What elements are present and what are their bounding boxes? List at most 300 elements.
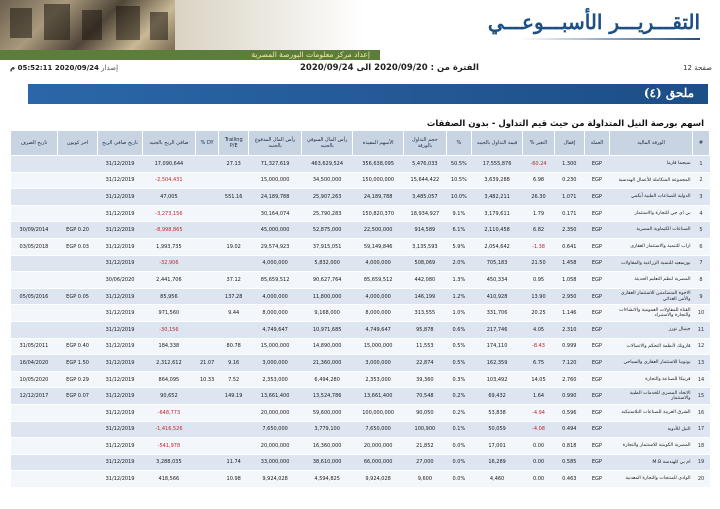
table-cell: [11, 321, 58, 338]
security-name-cell: فاروتك لأنظمة التحكم والاتصالات: [610, 338, 693, 355]
column-header: الأسهم المقيدة: [353, 131, 404, 156]
table-cell: 19: [693, 454, 710, 471]
table-cell: 0.230: [554, 172, 584, 189]
table-row: [11, 238, 710, 255]
table-row: [11, 305, 710, 322]
table-row: [11, 404, 710, 421]
table-cell: 59,149,846: [353, 238, 404, 255]
table-cell: 15,644,422: [404, 172, 446, 189]
table-cell: 13.90: [523, 288, 555, 305]
table-cell: 34,500,000: [302, 172, 353, 189]
table-cell: 80.78: [219, 338, 249, 355]
table-cell: 6.75: [523, 355, 555, 372]
table-cell: 12/12/2017: [11, 388, 58, 405]
table-cell: EGP: [584, 471, 609, 488]
table-cell: 15: [693, 388, 710, 405]
table-cell: 03/05/2018: [11, 238, 58, 255]
table-cell: 3,135,593: [404, 238, 446, 255]
table-cell: [195, 172, 218, 189]
table-cell: 0.463: [554, 471, 584, 488]
table-cell: 2: [693, 172, 710, 189]
table-cell: 150,820,370: [353, 205, 404, 222]
table-cell: [57, 471, 97, 488]
table-cell: 21,852: [404, 438, 446, 455]
table-cell: 31/12/2019: [98, 438, 143, 455]
table-cell: 22,874: [404, 355, 446, 372]
table-cell: 10.5%: [446, 172, 471, 189]
table-cell: 20.25: [523, 305, 555, 322]
table-cell: 30,164,074: [249, 205, 302, 222]
table-row: [11, 371, 710, 388]
table-cell: 3,482,211: [472, 189, 523, 206]
table-cell: 15,000,000: [249, 172, 302, 189]
table-cell: 356,638,095: [353, 156, 404, 173]
table-cell: 1.64: [523, 388, 555, 405]
security-name-cell: جينيال تورز: [610, 321, 693, 338]
table-cell: 31/12/2019: [98, 355, 143, 372]
table-cell: 1.071: [554, 189, 584, 206]
table-cell: 14.05: [523, 371, 555, 388]
table-cell: 5.9%: [446, 238, 471, 255]
table-cell: 0.00: [523, 454, 555, 471]
table-cell: EGP: [584, 288, 609, 305]
column-header: إقفال: [554, 131, 584, 156]
table-cell: 31/12/2019: [98, 189, 143, 206]
table-cell: [11, 172, 58, 189]
table-cell: 4,000,000: [353, 255, 404, 272]
security-name-cell: ام بي للهندسة M.B: [610, 454, 693, 471]
table-cell: 551.16: [219, 189, 249, 206]
table-cell: 24,189,788: [249, 189, 302, 206]
table-cell: 100,000,000: [353, 404, 404, 421]
table-cell: [57, 156, 97, 173]
table-cell: -4.08: [523, 421, 555, 438]
table-cell: 103,492: [472, 371, 523, 388]
table-cell: -2,504,431: [142, 172, 195, 189]
table-cell: 31/12/2019: [98, 421, 143, 438]
table-cell: 4,460: [472, 471, 523, 488]
table-cell: 17: [693, 421, 710, 438]
table-cell: [57, 255, 97, 272]
table-cell: 10,971,685: [302, 321, 353, 338]
security-name-cell: الصناعات الكيماوية المصرية: [610, 222, 693, 239]
table-cell: 2.760: [554, 371, 584, 388]
table-cell: 10.98: [219, 471, 249, 488]
table-cell: 0.95: [523, 272, 555, 289]
table-cell: [57, 172, 97, 189]
table-cell: 3,639,288: [472, 172, 523, 189]
table-cell: 3,779,100: [302, 421, 353, 438]
table-cell: 47,005: [142, 189, 195, 206]
table-cell: 11,800,000: [302, 288, 353, 305]
table-cell: EGP: [584, 305, 609, 322]
security-name-cell: المصرية لنظم التعليم الحديثة: [610, 272, 693, 289]
table-cell: EGP: [584, 238, 609, 255]
table-row: [11, 321, 710, 338]
table-cell: 50,059: [472, 421, 523, 438]
table-cell: 20: [693, 471, 710, 488]
column-header: اخر كوبون: [57, 131, 97, 156]
table-cell: [11, 421, 58, 438]
table-header-row: [11, 131, 710, 156]
table-cell: 45,000,000: [249, 222, 302, 239]
table-cell: EGP: [584, 205, 609, 222]
table-cell: 31/12/2019: [98, 454, 143, 471]
table-cell: 90,050: [404, 404, 446, 421]
table-cell: 90,627,764: [302, 272, 353, 289]
table-cell: EGP: [584, 404, 609, 421]
issue-date: [10, 62, 118, 74]
table-cell: 11: [693, 321, 710, 338]
security-name-cell: الاتحاد المصري للخدمات الطبية والاستثمار: [610, 388, 693, 405]
security-name-cell: الدولية للصناعات الطبية أيكمي: [610, 189, 693, 206]
table-cell: 162,359: [472, 355, 523, 372]
table-cell: 3,288,035: [142, 454, 195, 471]
table-cell: 11,553: [404, 338, 446, 355]
table-cell: 2.350: [554, 222, 584, 239]
table-cell: 217,746: [472, 321, 523, 338]
table-cell: 13,661,400: [249, 388, 302, 405]
table-cell: 1.3%: [446, 272, 471, 289]
table-cell: [219, 421, 249, 438]
table-cell: 9,600: [404, 471, 446, 488]
table-cell: -4.94: [523, 404, 555, 421]
table-cell: [219, 404, 249, 421]
table-cell: [219, 321, 249, 338]
table-cell: 39,360: [404, 371, 446, 388]
table-cell: -648,773: [142, 404, 195, 421]
table-cell: [11, 255, 58, 272]
security-name-cell: الوادي للمنتجات والتجارة المعدنية: [610, 471, 693, 488]
table-cell: [11, 272, 58, 289]
table-cell: 1.79: [523, 205, 555, 222]
table-cell: 3: [693, 189, 710, 206]
table-cell: [57, 272, 97, 289]
table-cell: 31/12/2019: [98, 222, 143, 239]
table-cell: 31/12/2019: [98, 238, 143, 255]
table-row: [11, 255, 710, 272]
column-header: %: [446, 131, 471, 156]
table-cell: 3,000,000: [249, 355, 302, 372]
table-cell: 149.19: [219, 388, 249, 405]
table-cell: 150,000,000: [353, 172, 404, 189]
table-cell: 7,650,000: [353, 421, 404, 438]
table-cell: 0.641: [554, 238, 584, 255]
table-cell: [219, 255, 249, 272]
table-cell: 27,000: [404, 454, 446, 471]
table-cell: 16,360,000: [302, 438, 353, 455]
table-cell: 95,878: [404, 321, 446, 338]
table-cell: 6: [693, 238, 710, 255]
table-cell: 864,095: [142, 371, 195, 388]
table-cell: [195, 338, 218, 355]
table-cell: [219, 205, 249, 222]
table-cell: 5,476,033: [404, 156, 446, 173]
table-cell: 10: [693, 305, 710, 322]
table-cell: 14: [693, 371, 710, 388]
table-cell: 18: [693, 438, 710, 455]
security-name-cell: الشرق العربية للصناعات البلاستيكية: [610, 404, 693, 421]
table-row: [11, 156, 710, 173]
table-cell: 7.52: [219, 371, 249, 388]
table-cell: -541,978: [142, 438, 195, 455]
table-cell: 331,706: [472, 305, 523, 322]
table-cell: 9,924,028: [353, 471, 404, 488]
table-cell: [195, 205, 218, 222]
table-cell: 2.310: [554, 321, 584, 338]
table-cell: 71,327,619: [249, 156, 302, 173]
table-row: [11, 355, 710, 372]
table-cell: 59,600,000: [302, 404, 353, 421]
table-cell: 0.5%: [446, 355, 471, 372]
table-cell: EGP: [584, 222, 609, 239]
table-cell: 10.33: [195, 371, 218, 388]
table-cell: [11, 305, 58, 322]
table-cell: 50.5%: [446, 156, 471, 173]
table-cell: 1.458: [554, 255, 584, 272]
security-name-cell: فرتيكا للصناعة والتجارة: [610, 371, 693, 388]
column-header: صافي الربح بالجنيه: [142, 131, 195, 156]
table-cell: [195, 189, 218, 206]
table-cell: 20,000,000: [249, 404, 302, 421]
table-cell: 705,183: [472, 255, 523, 272]
table-cell: EGP 0.29: [57, 371, 97, 388]
security-name-cell: القناة للمقاولات العمومية والانشاءات والتجارة والاستيراد: [610, 305, 693, 322]
table-cell: 21.07: [195, 355, 218, 372]
table-cell: 0.596: [554, 404, 584, 421]
table-row: [11, 288, 710, 305]
table-cell: 3,179,611: [472, 205, 523, 222]
table-cell: EGP: [584, 338, 609, 355]
table-cell: 16/04/2020: [11, 355, 58, 372]
table-cell: 0.00: [523, 471, 555, 488]
table-cell: 6,494,280: [302, 371, 353, 388]
table-cell: 1.2%: [446, 288, 471, 305]
table-cell: -1,416,526: [142, 421, 195, 438]
table-cell: 7,650,000: [249, 421, 302, 438]
table-cell: -30,156: [142, 321, 195, 338]
table-cell: 33,000,000: [249, 454, 302, 471]
table-cell: [57, 454, 97, 471]
table-cell: 31/12/2019: [98, 388, 143, 405]
table-cell: 1.146: [554, 305, 584, 322]
table-cell: 7: [693, 255, 710, 272]
table-cell: 69,432: [472, 388, 523, 405]
table-cell: [219, 438, 249, 455]
table-cell: 146,199: [404, 288, 446, 305]
table-cell: [11, 189, 58, 206]
table-cell: [195, 288, 218, 305]
security-name-cell: يوتوبيا للاستثمار العقاري والسياحي: [610, 355, 693, 372]
table-cell: -1.38: [523, 238, 555, 255]
table-cell: EGP: [584, 355, 609, 372]
column-header: رأس المال المدفوع بالجنيه: [249, 131, 302, 156]
table-cell: 22,500,000: [353, 222, 404, 239]
table-cell: 6.82: [523, 222, 555, 239]
table-cell: 11.74: [219, 454, 249, 471]
table-cell: EGP: [584, 371, 609, 388]
table-row: [11, 438, 710, 455]
table-cell: 16,289: [472, 454, 523, 471]
table-cell: 0.2%: [446, 388, 471, 405]
table-cell: EGP 0.40: [57, 338, 97, 355]
table-caption: اسهم بورصة النيل المتداولة من حيث قيم التداول - بدون الصفقات: [426, 119, 704, 129]
table-cell: 2,054,642: [472, 238, 523, 255]
table-cell: [195, 305, 218, 322]
table-cell: [195, 404, 218, 421]
table-cell: 13,661,400: [353, 388, 404, 405]
table-cell: 2,312,612: [142, 355, 195, 372]
table-cell: 66,000,000: [353, 454, 404, 471]
annex-title: ملحق (٤): [643, 86, 694, 100]
table-cell: 410,928: [472, 288, 523, 305]
table-cell: 6.1%: [446, 222, 471, 239]
table-cell: 1.300: [554, 156, 584, 173]
table-cell: 4,000,000: [249, 255, 302, 272]
table-cell: 30/09/2014: [11, 222, 58, 239]
table-cell: EGP: [584, 421, 609, 438]
table-cell: EGP: [584, 172, 609, 189]
column-header: DY %: [195, 131, 218, 156]
column-header: تاريخ الصرف: [11, 131, 58, 156]
table-cell: EGP: [584, 438, 609, 455]
table-cell: 3,485,057: [404, 189, 446, 206]
security-name-cell: بورسعيد للتنمية الزراعية والمقاولات: [610, 255, 693, 272]
table-cell: [11, 156, 58, 173]
table-cell: 5: [693, 222, 710, 239]
table-cell: 508,069: [404, 255, 446, 272]
table-cell: 29,574,923: [249, 238, 302, 255]
exchange-building-photo: [0, 0, 175, 50]
table-cell: 4,749,647: [353, 321, 404, 338]
table-body: [11, 156, 710, 488]
table-cell: 16: [693, 404, 710, 421]
header-ribbon: [175, 0, 720, 50]
table-cell: 4,594,825: [302, 471, 353, 488]
issue-label: إصدار: [101, 64, 119, 72]
table-cell: 914,589: [404, 222, 446, 239]
table-cell: 3,000,000: [353, 355, 404, 372]
table-cell: 15,000,000: [353, 338, 404, 355]
table-cell: 85,956: [142, 288, 195, 305]
table-cell: 18,934,927: [404, 205, 446, 222]
table-cell: 2,353,000: [353, 371, 404, 388]
table-cell: 1,993,735: [142, 238, 195, 255]
report-header: [0, 0, 720, 62]
table-cell: 442,080: [404, 272, 446, 289]
table-cell: 05/05/2016: [11, 288, 58, 305]
table-row: [11, 222, 710, 239]
table-cell: [57, 189, 97, 206]
table-row: [11, 205, 710, 222]
table-cell: 0.990: [554, 388, 584, 405]
table-cell: 31/12/2019: [98, 156, 143, 173]
table-cell: 0.6%: [446, 321, 471, 338]
table-cell: EGP: [584, 272, 609, 289]
table-cell: 9,924,028: [249, 471, 302, 488]
column-header: الورقة المالية: [610, 131, 693, 156]
table-cell: 52,875,000: [302, 222, 353, 239]
table-cell: 25,907,263: [302, 189, 353, 206]
table-cell: 10/05/2020: [11, 371, 58, 388]
table-cell: [195, 222, 218, 239]
table-row: [11, 338, 710, 355]
table-cell: [57, 438, 97, 455]
table-cell: [57, 205, 97, 222]
table-row: [11, 388, 710, 405]
table-cell: [195, 388, 218, 405]
table-cell: 31/12/2019: [98, 321, 143, 338]
table-cell: [195, 438, 218, 455]
table-cell: [195, 156, 218, 173]
security-name-cell: النيل للأدوية: [610, 421, 693, 438]
table-cell: 21.50: [523, 255, 555, 272]
page-number: صفحة 12: [683, 64, 712, 72]
table-cell: 0.5%: [446, 338, 471, 355]
table-cell: 30/06/2020: [98, 272, 143, 289]
table-cell: 0.2%: [446, 404, 471, 421]
security-name-cell: الاخوة المتضامنين للاستثمار العقاري والأمن الغذائي: [610, 288, 693, 305]
table-cell: 70,548: [404, 388, 446, 405]
table-cell: 31/12/2019: [98, 172, 143, 189]
table-cell: [57, 321, 97, 338]
table-cell: 31/12/2019: [98, 404, 143, 421]
table-cell: 100,900: [404, 421, 446, 438]
column-header: حجم التداول بالورقة: [404, 131, 446, 156]
table-cell: 971,560: [142, 305, 195, 322]
table-cell: 31/12/2019: [98, 205, 143, 222]
table-cell: -32,906: [142, 255, 195, 272]
table-cell: [195, 421, 218, 438]
table-cell: 9.16: [219, 355, 249, 372]
table-cell: 1.0%: [446, 305, 471, 322]
table-cell: 53,838: [472, 404, 523, 421]
column-header: رأس المال السوقي بالجنيه: [302, 131, 353, 156]
table-cell: 9.1%: [446, 205, 471, 222]
table-cell: 9: [693, 288, 710, 305]
table-cell: EGP: [584, 454, 609, 471]
table-cell: 24,189,788: [353, 189, 404, 206]
table-cell: 90,652: [142, 388, 195, 405]
table-cell: EGP 0.20: [57, 222, 97, 239]
column-header: التغير %: [523, 131, 555, 156]
column-header: تاريخ صافي الربح: [98, 131, 143, 156]
table-cell: 0.494: [554, 421, 584, 438]
table-cell: 15,000,000: [249, 338, 302, 355]
table-cell: 1: [693, 156, 710, 173]
table-cell: EGP 0.07: [57, 388, 97, 405]
table-cell: 4,000,000: [353, 288, 404, 305]
table-cell: 19.02: [219, 238, 249, 255]
table-row: [11, 421, 710, 438]
table-cell: EGP 0.05: [57, 288, 97, 305]
table-cell: 13,524,786: [302, 388, 353, 405]
table-cell: 463,629,524: [302, 156, 353, 173]
table-cell: 2.0%: [446, 255, 471, 272]
table-cell: 25,790,283: [302, 205, 353, 222]
column-header: Trailing P/E: [219, 131, 249, 156]
column-header: #: [693, 131, 710, 156]
column-header: العملة: [584, 131, 609, 156]
table-cell: 13: [693, 355, 710, 372]
table-cell: 31/12/2019: [98, 371, 143, 388]
table-cell: 31/12/2019: [98, 338, 143, 355]
table-cell: 8,000,000: [353, 305, 404, 322]
table-cell: [195, 471, 218, 488]
table-cell: EGP: [584, 156, 609, 173]
table-cell: [11, 454, 58, 471]
column-header: قيمة التداول بالجنيه: [472, 131, 523, 156]
